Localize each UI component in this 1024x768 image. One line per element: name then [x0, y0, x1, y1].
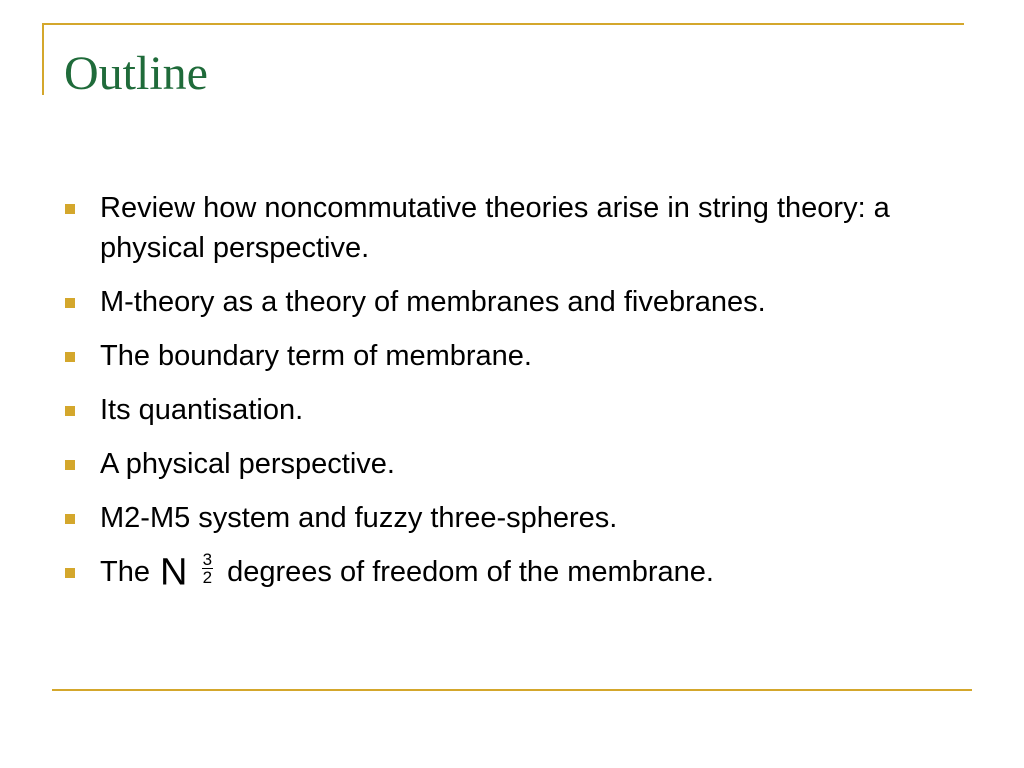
bullet-item [62, 336, 962, 376]
bullet-text: M2-M5 system and fuzzy three-spheres. [100, 502, 618, 534]
bullet-item [62, 549, 962, 594]
square-bullet-icon [65, 406, 75, 416]
bullet-item [62, 390, 962, 430]
square-bullet-icon [65, 460, 75, 470]
bullet-item [62, 444, 962, 484]
math-expression [160, 551, 213, 592]
bullet-item [62, 498, 962, 538]
square-bullet-icon [65, 514, 75, 524]
bullet-text-prefix: The [100, 556, 150, 588]
square-bullet-icon [65, 568, 75, 578]
bullet-text: A physical perspective. [100, 448, 395, 480]
fraction-denominator: 2 [202, 567, 213, 587]
bottom-border-line [52, 689, 972, 691]
exponent-fraction [202, 551, 213, 586]
square-bullet-icon [65, 298, 75, 308]
bullet-item [62, 188, 962, 268]
math-base: N [160, 551, 188, 594]
bullet-text-suffix: degrees of freedom of the membrane. [227, 556, 714, 588]
square-bullet-icon [65, 352, 75, 362]
top-border-line [42, 23, 964, 25]
fraction-numerator: 3 [202, 549, 213, 569]
slide-title: Outline [64, 47, 208, 100]
bullet-list [62, 188, 962, 608]
bullet-text: Its quantisation. [100, 394, 304, 426]
bullet-text: M-theory as a theory of membranes and fivebranes. [100, 286, 766, 318]
left-border-line [42, 23, 44, 95]
bullet-text: The boundary term of membrane. [100, 340, 532, 372]
bullet-item [62, 282, 962, 322]
square-bullet-icon [65, 204, 75, 214]
bullet-text: Review how noncommutative theories arise in string theory: a physical perspective. [100, 192, 890, 264]
